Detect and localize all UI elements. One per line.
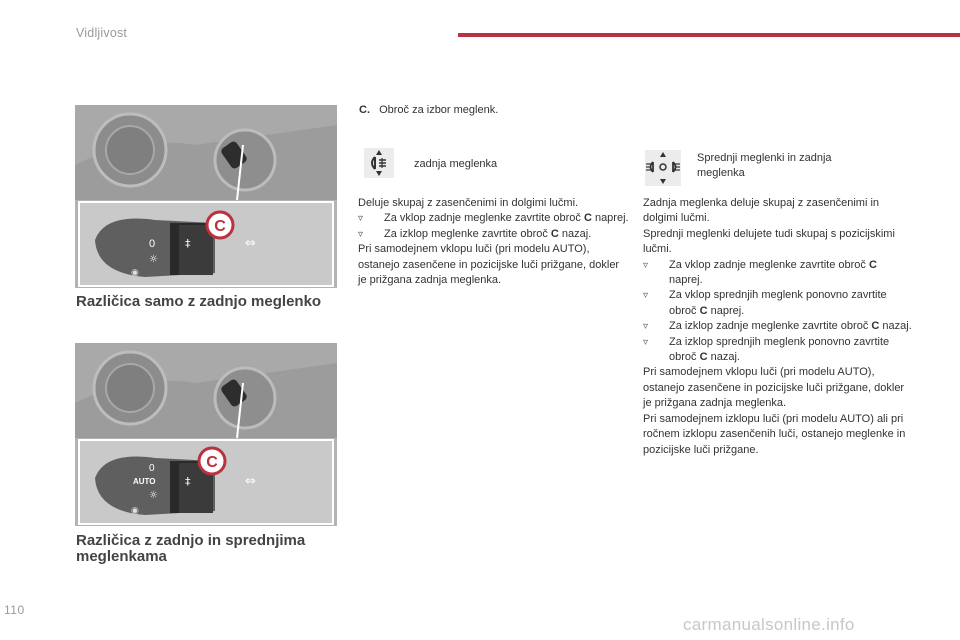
off-position-label: 0 xyxy=(149,463,155,474)
sidelight-position-label: ☼ xyxy=(149,490,158,501)
dipped-position-label: ◉ xyxy=(131,506,139,516)
bullet-marker-icon: ▿ xyxy=(358,228,364,240)
figure-rear-fog-switch xyxy=(75,105,337,288)
rear-fog-lamp-icon xyxy=(364,148,394,178)
fog-position-label: ‡ xyxy=(185,475,191,488)
c-definition xyxy=(359,103,629,118)
middle-bullet: ▿ Za izklop meglenke zavrtite obroč C nazaj. xyxy=(358,227,630,242)
bullet-marker-icon: ▿ xyxy=(643,321,649,333)
bullet-marker-icon: ▿ xyxy=(358,213,364,225)
bullet-marker-icon: ▿ xyxy=(643,259,649,271)
front-rear-fog-label: Sprednji meglenki in zadnja meglenka xyxy=(697,152,832,179)
direction-arrows-icon: ⇔ xyxy=(245,236,256,251)
auto-position-label: AUTO xyxy=(133,477,156,486)
dipped-position-label: ◉ xyxy=(131,268,139,278)
right-bullet: ▿ Za vklop sprednjih meglenk ponovno zavrtite obroč C naprej. xyxy=(643,289,887,317)
figure-front-rear-fog-switch xyxy=(75,343,337,526)
direction-arrows-icon: ⇔ xyxy=(245,474,256,489)
right-outro-2: Pri samodejnem izklopu luči (pri modelu AUTO) ali pri ročnem izklopu zasenčenih luči, ostanejo meglenke in pozicijske luči prižgane. xyxy=(643,412,906,456)
bullet-marker-icon: ▿ xyxy=(643,336,649,348)
middle-intro: Deluje skupaj z zasenčenimi in dolgimi lučmi. xyxy=(358,197,579,209)
sidelight-position-label: ☼ xyxy=(149,254,158,265)
fog-position-label: ‡ xyxy=(185,237,191,250)
section-title: Vidljivost xyxy=(76,26,128,40)
middle-text-block xyxy=(358,196,630,288)
middle-bullet: ▿ Za vklop zadnje meglenke zavrtite obroč C naprej. xyxy=(358,211,630,226)
right-intro-1: Zadnja meglenka deluje skupaj z zasenčenimi in dolgimi lučmi. xyxy=(643,197,880,225)
right-bullet: ▿ Za izklop sprednjih meglenk ponovno zavrtite obroč C nazaj. xyxy=(643,335,890,364)
figure-1-caption: Različica samo z zadnjo meglenko xyxy=(76,293,322,310)
right-outro-1: Pri samodejnem vklopu luči (pri modelu AUTO), ostanejo zasenčene in pozicijske luči prižgane, dokler je prižgana zadnja meglenka. xyxy=(643,366,905,410)
page-number: 110 xyxy=(4,603,25,617)
rear-fog-label: zadnja meglenka xyxy=(414,158,498,170)
right-bullet: ▿ Za vklop zadnje meglenke zavrtite obroč C naprej. xyxy=(643,258,877,287)
c-label: C. xyxy=(359,104,370,116)
section-accent-bar xyxy=(458,33,960,37)
right-intro-2: Sprednji meglenki delujete tudi skupaj s pozicijskimi lučmi. xyxy=(643,227,895,256)
right-bullet: ▿ Za izklop zadnje meglenke zavrtite obroč C nazaj. xyxy=(643,319,913,334)
off-position-label: 0 xyxy=(149,238,156,250)
lighting-stalk-illustration-2 xyxy=(75,343,337,526)
figure-2-caption: Različica z zadnjo in sprednjima meglenkama xyxy=(76,532,306,565)
right-text-block xyxy=(643,196,913,458)
front-and-rear-fog-lamp-icon xyxy=(645,150,681,186)
c-text: Obroč za izbor meglenk. xyxy=(379,104,499,116)
watermark: carmanualsonline.info xyxy=(683,615,855,634)
bullet-marker-icon: ▿ xyxy=(643,290,649,302)
lighting-stalk-illustration xyxy=(75,105,337,288)
callout-c: C xyxy=(214,218,226,235)
callout-c: C xyxy=(206,454,218,471)
middle-outro: Pri samodejnem vklopu luči (pri modelu AUTO), ostanejo zasenčene in pozicijske luči prižgane, dokler je prižgana zadnja meglenka. xyxy=(358,243,620,287)
